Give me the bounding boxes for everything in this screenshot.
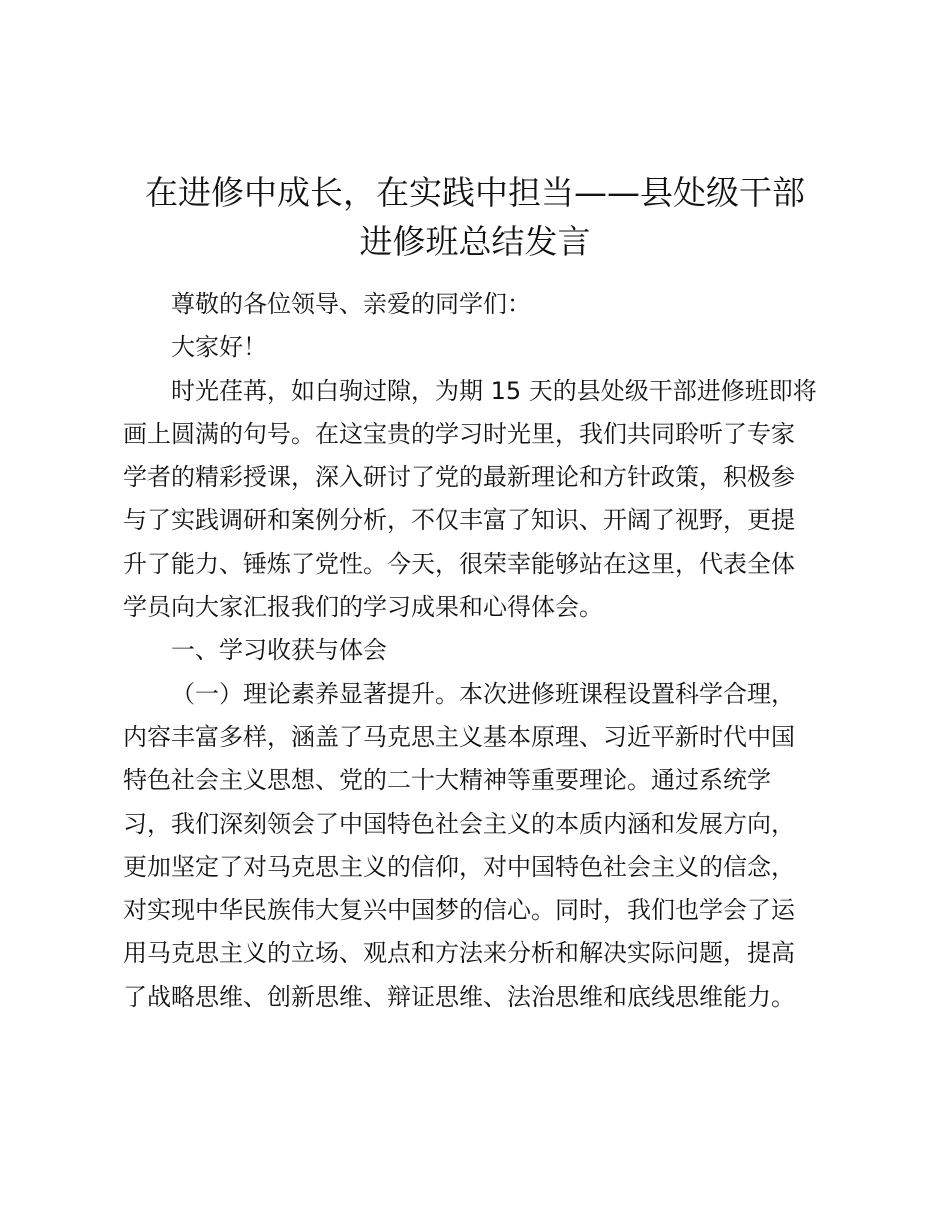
paragraph-line: 学员向大家汇报我们的学习成果和心得体会。 <box>123 593 603 622</box>
paragraph-line: 习，我们深刻领会了中国特色社会主义的本质内涵和发展方向， <box>123 809 795 838</box>
document-title <box>110 168 840 266</box>
paragraph-line: （一）理论素养显著提升。本次进修班课程设置科学合理， <box>171 679 795 708</box>
document-body <box>123 283 839 1019</box>
section-heading: 一、学习收获与体会 <box>171 636 387 665</box>
paragraph-line: 更加坚定了对马克思主义的信仰，对中国特色社会主义的信念， <box>123 852 795 881</box>
paragraph-line: 对实现中华民族伟大复兴中国梦的信心。同时，我们也学会了运 <box>123 896 795 925</box>
paragraph-line: 与了实践调研和案例分析，不仅丰富了知识、开阔了视野，更提 <box>123 506 795 535</box>
paragraph-line: 升了能力、锤炼了党性。今天，很荣幸能够站在这里，代表全体 <box>123 549 795 578</box>
title-line: 进修班总结发言 <box>359 222 591 261</box>
paragraph-line: 了战略思维、创新思维、辩证思维、法治思维和底线思维能力。 <box>123 982 795 1011</box>
paragraph-line: 画上圆满的句号。在这宝贵的学习时光里，我们共同聆听了专家 <box>123 419 795 448</box>
paragraph-line: 内容丰富多样，涵盖了马克思主义基本原理、习近平新时代中国 <box>123 722 795 751</box>
title-line: 在进修中成长，在实践中担当——县处级干部 <box>145 173 805 212</box>
paragraph-line: 时光荏苒，如白驹过隙，为期 15 天的县处级干部进修班即将 <box>171 376 817 405</box>
salutation: 尊敬的各位领导、亲爱的同学们： <box>171 290 531 318</box>
paragraph-line: 用马克思主义的立场、观点和方法来分析和解决实际问题，提高 <box>123 939 795 968</box>
paragraph-line: 学者的精彩授课，深入研讨了党的最新理论和方针政策，积极参 <box>123 463 795 492</box>
greeting: 大家好！ <box>171 333 267 362</box>
paragraph-line: 特色社会主义思想、党的二十大精神等重要理论。通过系统学 <box>123 766 771 795</box>
